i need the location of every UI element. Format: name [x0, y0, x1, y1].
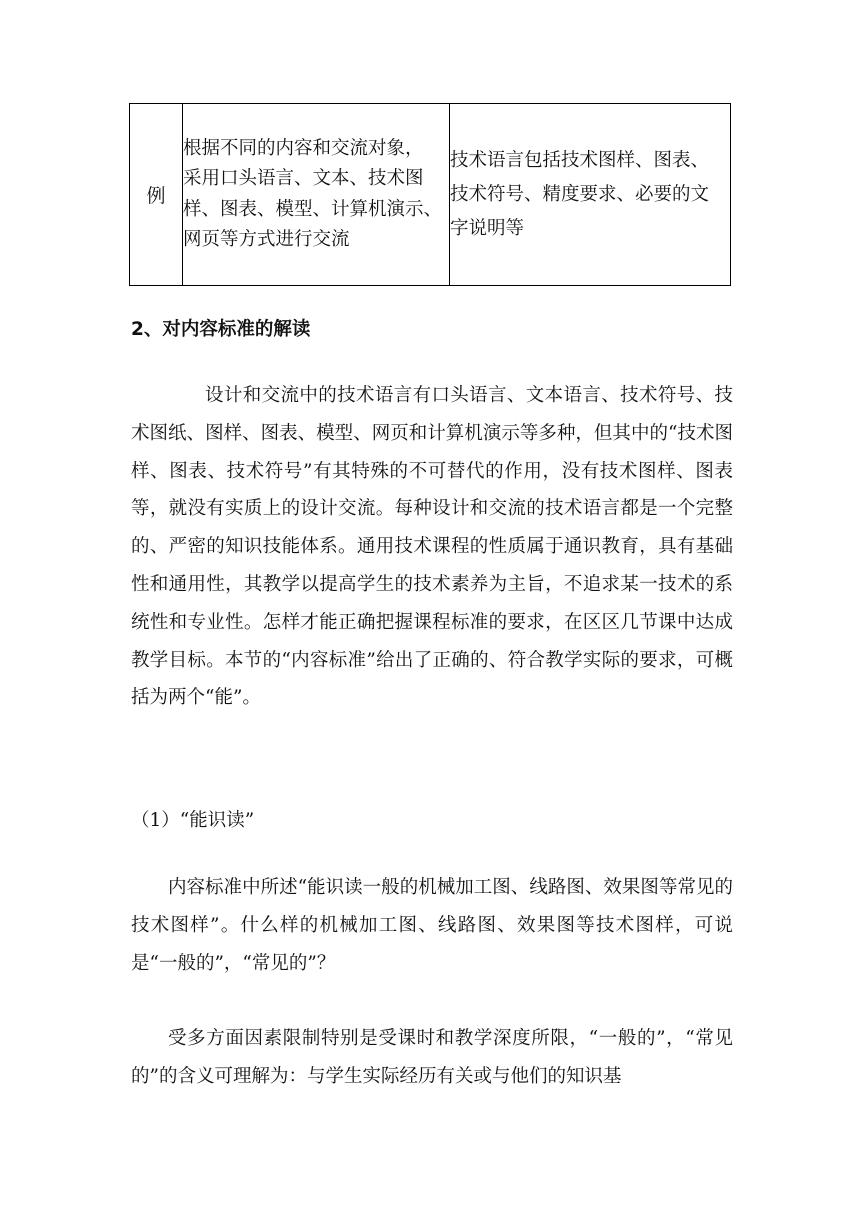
cell-line: 技术语言包括技术图样、图表、	[450, 149, 710, 171]
comparison-table	[129, 103, 731, 286]
table-row	[130, 104, 731, 286]
paragraph-limitations: 受多方面因素限制特别是受课时和教学深度所限，“一般的”，“常见的”的含义可理解为：与学生实际经历有关或与他们的知识基	[131, 1028, 733, 1087]
row-label-cell: 例	[130, 104, 183, 286]
cell-line: 采用口头语言、文本、技术图	[183, 168, 424, 189]
paragraph-interpretation: 设计和交流中的技术语言有口头语言、文本语言、技术符号、技术图纸、图样、图表、模型、网页和计算机演示等多种，但其中的“技术图样、图表、技术符号”有其特殊的不可替代的作用，没有技术图样、图表等，就没有实质上的设计交流。每种设计和交流的技术语言都是一个完整的、严密的知识技能体系。通用技术课程的性质属于通识教育，具有基础性和通用性，其教学以提高学生的技术素养为主旨，不追求某一技术的系统性和专业性。怎样才能正确把握课程标准的要求，在区区几节课中达成教学目标。本节的“内容标准”给出了正确的、符合教学实际的要求，可概括为两个“能”。	[131, 385, 733, 709]
section-heading: 2、对内容标准的解读	[131, 319, 311, 340]
cell-line: 技术符号、精度要求、必要的文	[450, 183, 710, 205]
technical-language-cell	[450, 104, 731, 286]
cell-line: 样、图表、模型、计算机演示、	[183, 198, 443, 220]
communication-methods-cell	[183, 104, 450, 286]
subheading-can-read: （1）“能识读”	[131, 810, 255, 831]
cell-line: 网页等方式进行交流	[183, 229, 350, 250]
cell-line: 根据不同的内容和交流对象，	[183, 137, 424, 159]
cell-line: 字说明等	[450, 217, 525, 239]
paragraph-content-standard: 内容标准中所述“能识读一般的机械加工图、线路图、效果图等常见的技术图样”。什么样的机械加工图、线路图、效果图等技术图样，可说是“一般的”，“常见的”？	[131, 877, 733, 974]
